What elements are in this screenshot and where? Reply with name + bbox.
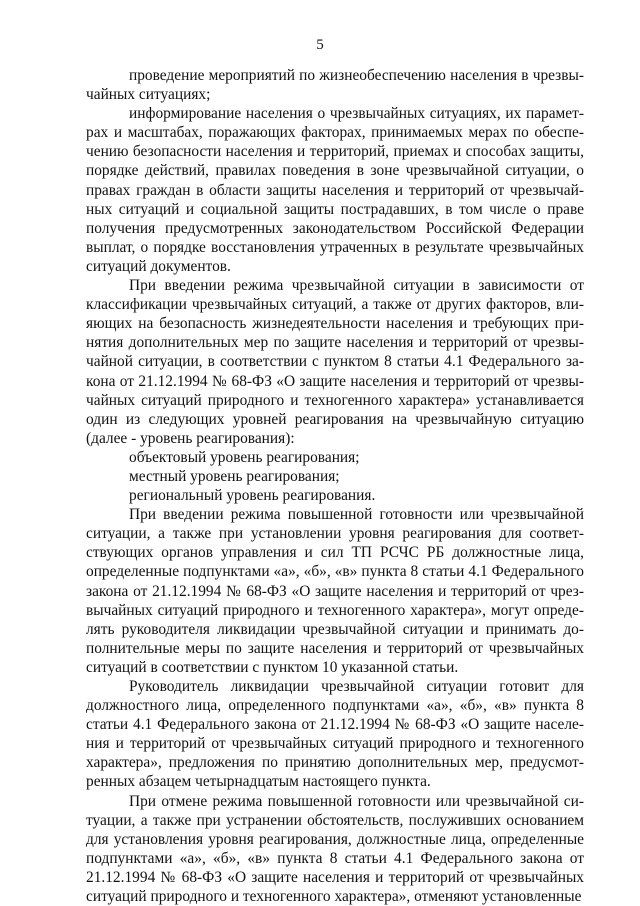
document-body [86, 66, 584, 906]
page-number: 5 [316, 37, 324, 53]
paragraph-emergency-regime-levels: При введении режима чрезвычайной ситуации в зависимости от классификации чрезвычайных ситуаций, а также от других факторов, влияющих на безопасность жизнедеятельности населения и требующих принятия дополнительных мер по защите населения и территорий от чрезвычайной ситуации, в соответствии с пунктом 8 статьи 4.1 Федерального закона от 21.12.1994 № 68-ФЗ «О защите населения и территорий от чрезвычайных ситуаций природного и техногенного характера» устанавливается один из следующих уровней реагирования на чрезвычайную ситуацию (далее - уровень реагирования): [86, 277, 584, 447]
list-item-local-level: местный уровень реагирования; [129, 467, 340, 485]
paragraph-liquidation-head: Руководитель ликвидации чрезвычайной ситуации готовит для должностного лица, определенного подпунктами «а», «б», «в» пункта 8 статьи 4.1 Федерального закона от 21.12.1994 № 68-ФЗ «О защите населения и территорий от чрезвычайных ситуаций природного и техногенного характера», предложения по принятию дополнительных мер, предусмотренных абзацем четырнадцатым настоящего пункта. [86, 678, 584, 791]
list-item-regional-level: региональный уровень реагирования. [129, 487, 376, 505]
paragraph-life-support: проведение мероприятий по жизнеобеспечению населения в чрезвычайных ситуациях; [86, 67, 584, 104]
paragraph-regime-cancellation: При отмене режима повышенной готовности или чрезвычайной ситуации, а также при устранении обстоятельств, послуживших основанием для установления уровня реагирования, должностные лица, определенные подпунктами «а», «б», «в» пункта 8 статьи 4.1 Федерального закона от 21.12.1994 № 68-ФЗ «О защите населения и территорий от чрезвычайных ситуаций природного и техногенного характера», отменяют установленные [86, 792, 584, 906]
list-item-object-level: объектовый уровень реагирования; [129, 448, 360, 466]
paragraph-officials-powers: При введении режима повышенной готовности или чрезвычайной ситуации, а также при установлении уровня реагирования для соответствующих органов управления и сил ТП РСЧС РБ должностные лица, определенные подпунктами «а», «б», «в» пункта 8 статьи 4.1 Федерального закона от 21.12.1994 № 68-ФЗ «О защите населения и территорий от чрезвычайных ситуаций природного и техногенного характера», могут определять руководителя ликвидации чрезвычайной ситуации и принимать дополнительные меры по защите населения и территорий от чрезвычайных ситуаций в соответствии с пунктом 10 указанной статьи. [86, 506, 584, 676]
paragraph-informing-population: информирование населения о чрезвычайных ситуациях, их параметрах и масштабах, поражающих факторах, принимаемых мерах по обеспечению безопасности населения и территорий, приемах и способах защиты, порядке действий, правилах поведения в зоне чрезвычайной ситуации, о правах граждан в области защиты населения и территорий от чрезвычайных ситуаций и социальной защиты пострадавших, в том числе о праве получения предусмотренных законодательством Российской Федерации выплат, о порядке восстановления утраченных в результате чрезвычайных ситуаций документов. [86, 105, 584, 275]
